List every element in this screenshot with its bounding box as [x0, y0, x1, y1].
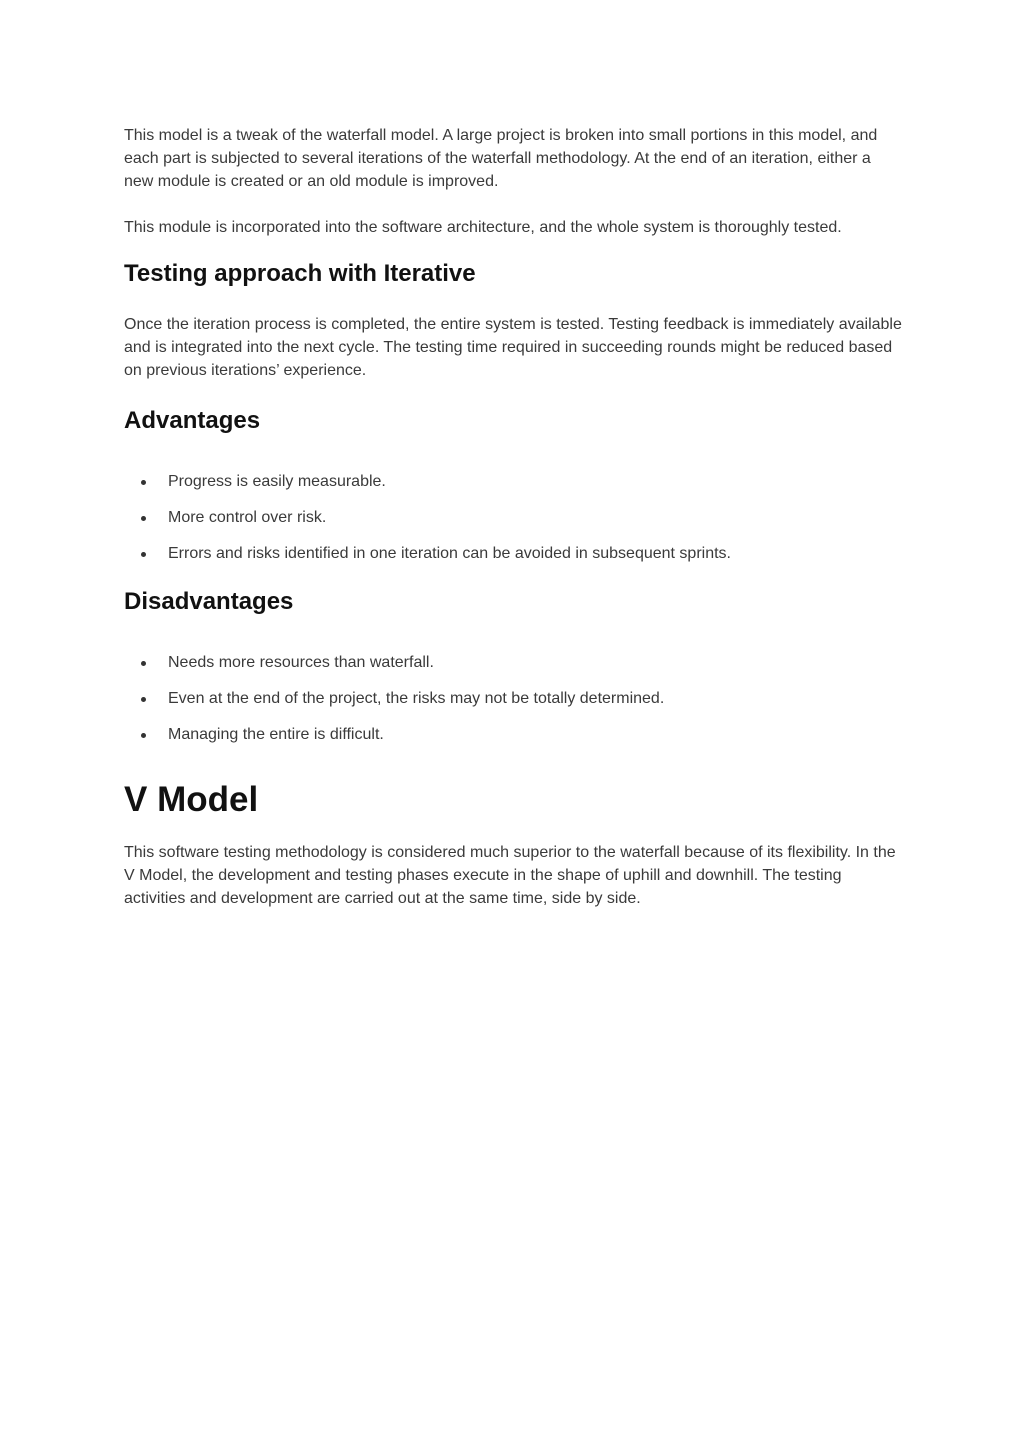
v-model-heading: V Model [124, 780, 259, 819]
list-item-text: Errors and risks identified in one iteration can be avoided in subsequent sprints. [168, 545, 731, 562]
list-item-text: Even at the end of the project, the risks may not be totally determined. [168, 690, 665, 707]
document-page [124, 124, 904, 910]
list-item-text: Progress is easily measurable. [168, 473, 386, 490]
list-item [124, 506, 904, 529]
bullet-icon [141, 552, 146, 557]
advantages-heading: Advantages [124, 407, 261, 434]
list-item-text: Managing the entire is difficult. [168, 726, 384, 743]
list-item [124, 687, 904, 710]
bullet-icon [141, 516, 146, 521]
testing-approach-heading: Testing approach with Iterative [124, 260, 476, 287]
testing-approach-paragraph: Once the iteration process is completed, the entire system is tested. Testing feedback is immediately available and is integrated into the next cycle. The testing time required in succeeding rounds might be reduced based on previous iterations’ experience. [124, 316, 902, 379]
disadvantages-list [124, 651, 904, 746]
advantages-list [124, 470, 904, 565]
list-item [124, 470, 904, 493]
bullet-icon [141, 697, 146, 702]
intro-paragraph-1: This model is a tweak of the waterfall model. A large project is broken into small portions in this model, and each part is subjected to several iterations of the waterfall methodology. At the end of an iteration, either a new module is created or an old module is improved. [124, 127, 878, 190]
v-model-paragraph: This software testing methodology is considered much superior to the waterfall because of its flexibility. In the V Model, the development and testing phases execute in the shape of uphill and downhill. The testing activities and development are carried out at the same time, side by side. [124, 844, 896, 907]
list-item [124, 542, 904, 565]
list-item-text: More control over risk. [168, 509, 327, 526]
bullet-icon [141, 661, 146, 666]
bullet-icon [141, 480, 146, 485]
list-item-text: Needs more resources than waterfall. [168, 654, 434, 671]
bullet-icon [141, 733, 146, 738]
disadvantages-heading: Disadvantages [124, 588, 294, 615]
intro-paragraph-2: This module is incorporated into the software architecture, and the whole system is thoroughly tested. [124, 219, 842, 236]
list-item [124, 651, 904, 674]
list-item [124, 723, 904, 746]
